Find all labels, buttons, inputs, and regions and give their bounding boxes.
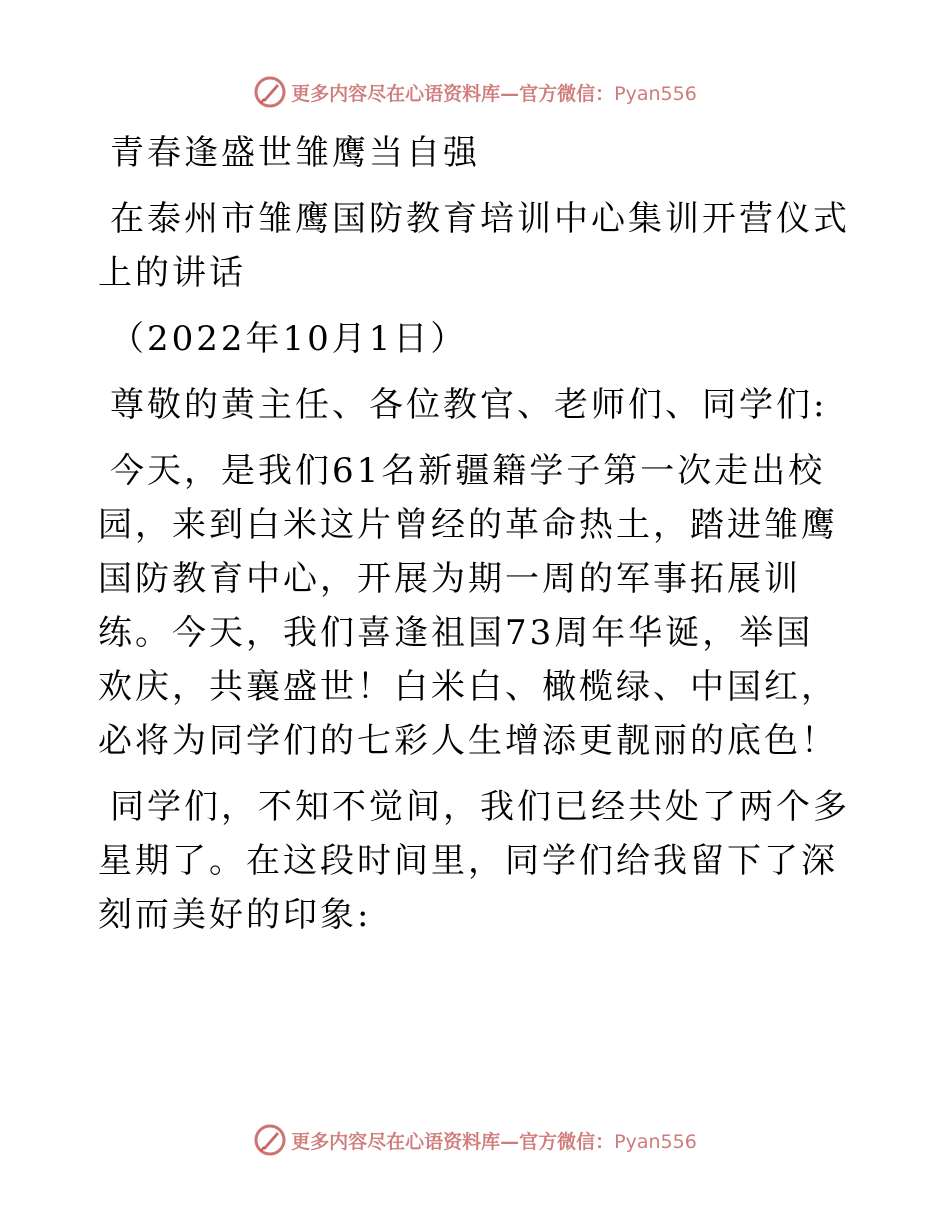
quill-logo-icon [253,75,287,109]
watermark-text: 更多内容尽在心语资料库—官方微信：Pyan556 [291,82,697,105]
body-paragraph-1: 今天，是我们61名新疆籍学子第一次走出校园，来到白米这片曾经的革命热土，踏进雏鹰国防教育中心，开展为期一周的军事拓展训练。今天，我们喜逢祖国73周年华诞，举国欢庆，共襄盛世！白米白、橄榄绿、中国红，必将为同学们的七彩人生增添更靓丽的底色！ [98,451,838,761]
document-date: （2022年10月1日） [110,319,468,359]
watermark-account: Pyan556 [614,1130,697,1153]
footer-watermark [0,1120,950,1160]
quill-logo-icon [253,1123,287,1157]
document-salutation: 尊敬的黄主任、各位教官、老师们、同学们: [110,385,828,425]
document-title: 青春逢盛世雏鹰当自强 [110,133,480,173]
document-subtitle: 在泰州市雏鹰国防教育培训中心集训开营仪式上的讲话 [98,199,850,293]
watermark-text: 更多内容尽在心语资料库—官方微信：Pyan556 [291,1130,697,1153]
watermark-account: Pyan556 [614,82,697,105]
document-body [98,126,850,942]
header-watermark [0,72,950,112]
body-paragraph-2: 同学们，不知不觉间，我们已经共处了两个多星期了。在这段时间里，同学们给我留下了深刻而美好的印象: [98,787,850,935]
